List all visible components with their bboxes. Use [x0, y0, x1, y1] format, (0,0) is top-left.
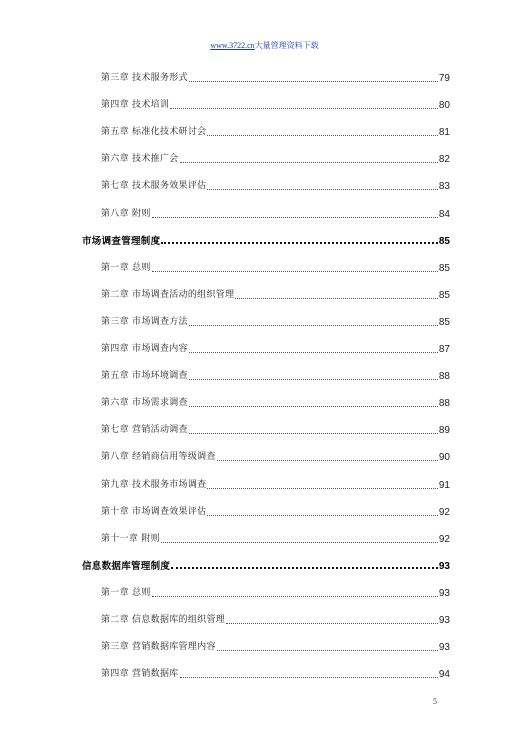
toc-dot-leader	[152, 596, 438, 597]
toc-entry-title: 第二章 信息数据库的组织管理	[101, 615, 226, 625]
toc-dot-leader	[180, 677, 438, 678]
toc-dot-leader	[235, 298, 438, 299]
toc-entry-page: 85	[438, 262, 450, 274]
toc-entry-page: 83	[438, 181, 450, 193]
toc-chapter-entry[interactable]	[101, 153, 450, 165]
toc-chapter-entry[interactable]	[101, 451, 450, 463]
toc-entry-page: 93	[438, 642, 450, 654]
toc-dot-leader	[226, 623, 438, 624]
toc-dot-leader	[189, 325, 438, 326]
toc-dot-leader	[217, 650, 438, 651]
toc-entry-title: 第六章 市场需求调查	[101, 398, 188, 409]
toc-entry-title: 第四章 营销数据库	[101, 669, 179, 680]
toc-chapter-entry[interactable]	[101, 72, 450, 84]
toc-entry-title: 第五章 标准化技术研讨会	[101, 127, 207, 138]
toc-dot-leader	[189, 379, 438, 380]
toc-entry-page: 91	[438, 479, 450, 491]
toc-dot-leader	[207, 189, 437, 190]
toc-entry-page: 90	[438, 452, 450, 464]
toc-entry-title: 第十一章 附则	[101, 533, 160, 544]
toc-entry-page: 85	[438, 316, 450, 328]
toc-dot-leader	[189, 433, 438, 434]
toc-entry-title: 第一章 总则	[101, 587, 151, 598]
toc-entry-page: 85	[438, 289, 450, 301]
toc-entry-title: 第五章 市场环境调查	[101, 371, 188, 382]
toc-chapter-entry[interactable]	[101, 180, 450, 192]
toc-entry-page: 88	[438, 371, 450, 383]
toc-entry-title: 第八章 经销商信用等级调查	[101, 452, 216, 463]
toc-chapter-entry[interactable]	[101, 397, 450, 409]
toc-entry-page: 81	[438, 127, 450, 139]
toc-chapter-entry[interactable]	[101, 506, 450, 518]
toc-dot-leader	[207, 488, 437, 489]
toc-entry-page: 87	[438, 344, 450, 355]
toc-chapter-entry[interactable]	[101, 479, 450, 491]
toc-entry-title: 第三章 营销数据库管理内容	[101, 642, 216, 653]
toc-chapter-entry[interactable]	[101, 614, 450, 626]
toc-chapter-entry[interactable]	[101, 533, 450, 545]
toc-entry-page: 80	[438, 100, 450, 112]
toc-entry-title: 第三章 技术服务形式	[101, 73, 188, 83]
toc-entry-page: 88	[438, 398, 450, 410]
header-tagline: 大量管理资料下载	[254, 41, 319, 50]
toc-dot-leader	[180, 162, 438, 163]
toc-entry-page: 93	[438, 560, 450, 572]
toc-entry-page: 89	[438, 425, 450, 437]
toc-entry-page: 79	[438, 73, 450, 84]
toc-dot-leader	[189, 406, 438, 407]
toc-entry-title: 第二章 市场调查活动的组织管理	[101, 289, 235, 300]
toc-chapter-entry[interactable]	[101, 641, 450, 653]
toc-dot-leader	[207, 135, 437, 136]
toc-chapter-entry[interactable]	[101, 208, 450, 220]
toc-entry-title: 市场调查管理制度	[82, 235, 161, 247]
toc-entry-title: 第六章 技术推广会	[101, 154, 179, 165]
toc-dot-leader	[207, 515, 437, 516]
toc-entry-title: 第七章 技术服务效果评估	[101, 181, 207, 192]
toc-section-entry[interactable]	[82, 560, 450, 572]
toc-entry-page: 93	[438, 587, 450, 599]
toc-chapter-entry[interactable]	[101, 668, 450, 680]
toc-dot-leader	[171, 567, 438, 569]
toc-entry-title: 第三章 市场调查方法	[101, 316, 188, 327]
toc-dot-leader	[152, 217, 438, 218]
toc-dot-leader	[161, 542, 438, 543]
toc-entry-title: 第九章 技术服务市场调查	[101, 479, 207, 490]
toc-section-entry[interactable]	[82, 235, 450, 247]
header-link[interactable]: www.3722.cn	[210, 41, 255, 50]
toc-entry-title: 信息数据库管理制度	[82, 560, 171, 572]
toc-entry-page: 93	[438, 615, 450, 626]
toc-dot-leader	[189, 81, 438, 82]
toc-entry-title: 第七章 营销活动调查	[101, 425, 188, 436]
toc-chapter-entry[interactable]	[101, 126, 450, 138]
toc-chapter-entry[interactable]	[101, 587, 450, 599]
toc-dot-leader	[217, 460, 438, 461]
toc-entry-title: 第一章 总则	[101, 262, 151, 273]
page-number: 5	[433, 697, 437, 706]
toc-chapter-entry[interactable]	[101, 316, 450, 328]
toc-chapter-entry[interactable]	[101, 289, 450, 301]
toc-chapter-entry[interactable]	[101, 99, 450, 111]
toc-dot-leader	[152, 271, 438, 272]
toc-entry-page: 94	[438, 669, 450, 681]
toc-entry-page: 92	[438, 506, 450, 518]
toc-entry-page: 85	[438, 235, 450, 247]
toc-chapter-entry[interactable]	[101, 370, 450, 382]
toc-entry-title: 第四章 技术培训	[101, 100, 170, 111]
toc-entry-page: 82	[438, 154, 450, 166]
toc-entry-page: 92	[438, 533, 450, 545]
toc-entry-title: 第十章 市场调查效果评估	[101, 506, 207, 517]
toc-chapter-entry[interactable]	[101, 262, 450, 274]
toc-dot-leader	[170, 108, 438, 109]
toc-chapter-entry[interactable]	[101, 424, 450, 436]
toc-dot-leader	[161, 242, 437, 244]
toc-dot-leader	[189, 352, 438, 353]
toc-chapter-entry[interactable]	[101, 343, 450, 355]
toc-entry-title: 第八章 附则	[101, 208, 151, 219]
toc-entry-page: 84	[438, 208, 450, 220]
toc-entry-title: 第四章 市场调查内容	[101, 344, 188, 354]
